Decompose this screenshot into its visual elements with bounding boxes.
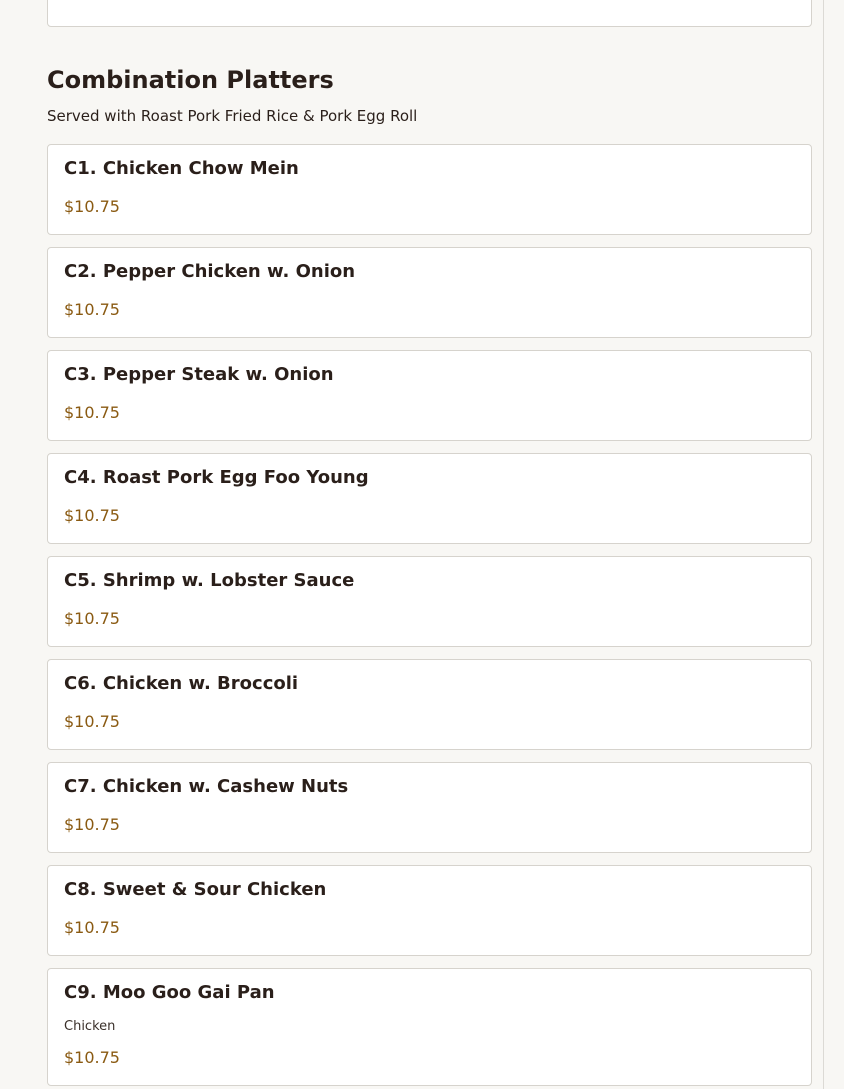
section-subtitle: Served with Roast Pork Fried Rice & Pork Egg Roll bbox=[47, 107, 418, 125]
item-description: Chicken bbox=[64, 1019, 116, 1034]
menu-item-card[interactable] bbox=[47, 144, 812, 235]
item-price: $10.75 bbox=[64, 197, 120, 216]
item-name: C2. Pepper Chicken w. Onion bbox=[64, 261, 356, 282]
item-name: C5. Shrimp w. Lobster Sauce bbox=[64, 570, 355, 591]
item-price: $10.75 bbox=[64, 918, 120, 937]
menu-item-card[interactable] bbox=[47, 659, 812, 750]
menu-item-card[interactable] bbox=[47, 350, 812, 441]
section-title: Combination Platters bbox=[47, 66, 334, 94]
item-price: $10.75 bbox=[64, 300, 120, 319]
menu-item-card[interactable] bbox=[47, 865, 812, 956]
item-name: C9. Moo Goo Gai Pan bbox=[64, 982, 275, 1003]
item-price: $10.75 bbox=[64, 609, 120, 628]
item-price: $10.75 bbox=[64, 506, 120, 525]
menu-item-card[interactable] bbox=[47, 968, 812, 1086]
menu-item-card[interactable] bbox=[47, 247, 812, 338]
menu-item-card[interactable] bbox=[47, 762, 812, 853]
menu-item-card[interactable] bbox=[47, 0, 812, 27]
item-name: C1. Chicken Chow Mein bbox=[64, 158, 299, 179]
item-name: C3. Pepper Steak w. Onion bbox=[64, 364, 334, 385]
item-price: $10.75 bbox=[64, 403, 120, 422]
item-price: $10.75 bbox=[64, 815, 120, 834]
item-name: C6. Chicken w. Broccoli bbox=[64, 673, 299, 694]
menu-item-card[interactable] bbox=[47, 453, 812, 544]
item-name: C7. Chicken w. Cashew Nuts bbox=[64, 776, 349, 797]
item-price: $10.75 bbox=[64, 1048, 120, 1067]
item-price: $10.75 bbox=[64, 712, 120, 731]
item-name: C8. Sweet & Sour Chicken bbox=[64, 879, 327, 900]
menu-item-card[interactable] bbox=[47, 556, 812, 647]
item-name: C4. Roast Pork Egg Foo Young bbox=[64, 467, 369, 488]
